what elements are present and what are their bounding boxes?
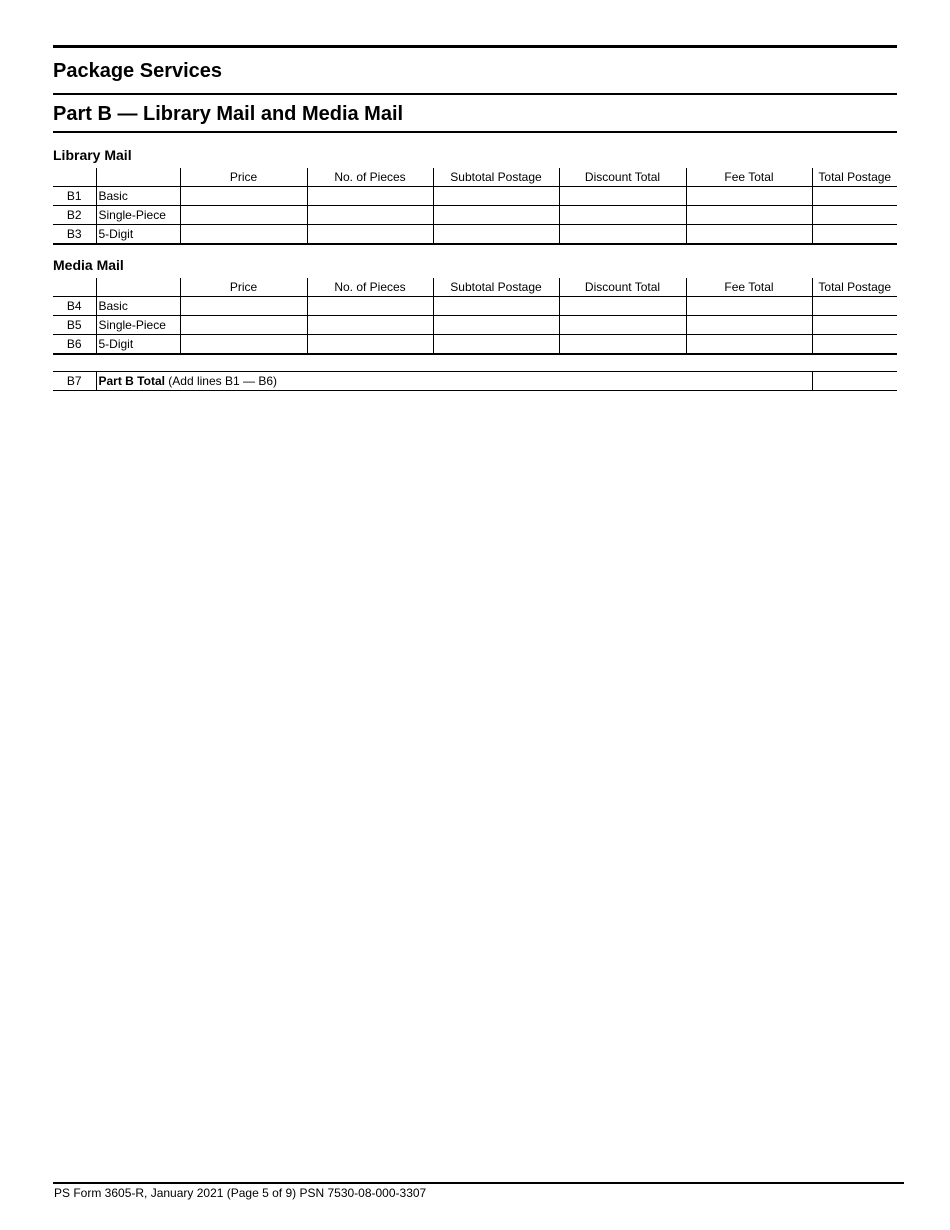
table-row [53,316,897,335]
line-number: B4 [53,297,96,316]
fee-field[interactable] [686,297,812,316]
table-header-row [53,168,897,187]
section-title: Package Services [53,60,223,82]
part-b-total-field[interactable] [812,372,897,391]
top-rule [53,45,897,48]
form-footer: PS Form 3605-R, January 2021 (Page 5 of 9) PSN 7530-08-000-3307 [54,1186,427,1200]
price-field[interactable] [180,187,307,206]
column-header-pieces: No. of Pieces [307,168,433,187]
pieces-field[interactable] [307,297,433,316]
row-label: 5-Digit [96,335,180,355]
discount-field[interactable] [559,297,686,316]
column-header-discount: Discount Total [559,168,686,187]
discount-field[interactable] [559,335,686,355]
line-number: B3 [53,225,96,245]
column-header-subtotal: Subtotal Postage [433,168,559,187]
row-label: Basic [96,187,180,206]
line-number: B6 [53,335,96,355]
column-header-discount: Discount Total [559,278,686,297]
fee-field[interactable] [686,335,812,355]
total-label-note: (Add lines B1 — B6) [168,373,278,388]
total-row [53,372,897,391]
total-postage-field[interactable] [812,335,897,355]
line-number: B5 [53,316,96,335]
subtotal-field[interactable] [433,225,559,245]
total-postage-field[interactable] [812,316,897,335]
part-rule [53,131,897,133]
price-field[interactable] [180,225,307,245]
table-row [53,335,897,355]
price-field[interactable] [180,316,307,335]
column-header-price: Price [180,278,307,297]
table-row [53,297,897,316]
total-postage-field[interactable] [812,297,897,316]
part-title: Part B — Library Mail and Media Mail [53,103,404,125]
section-rule [53,93,897,95]
total-postage-field[interactable] [812,206,897,225]
price-field[interactable] [180,335,307,355]
column-header-total: Total Postage [812,168,897,187]
fee-field[interactable] [686,206,812,225]
column-header-fee: Fee Total [686,278,812,297]
line-number: B1 [53,187,96,206]
table-row [53,187,897,206]
total-postage-field[interactable] [812,187,897,206]
footer-rule [53,1182,904,1184]
line-number: B7 [53,372,96,391]
row-label: Single-Piece [96,316,180,335]
library-mail-table [53,168,897,245]
column-header-fee: Fee Total [686,168,812,187]
pieces-field[interactable] [307,335,433,355]
table-row [53,225,897,245]
total-label [96,372,812,391]
media-mail-title: Media Mail [53,257,124,273]
fee-field[interactable] [686,225,812,245]
row-label: Basic [96,297,180,316]
total-postage-field[interactable] [812,225,897,245]
library-mail-title: Library Mail [53,147,132,163]
row-label: Single-Piece [96,206,180,225]
pieces-field[interactable] [307,225,433,245]
line-header [53,278,96,297]
subtotal-field[interactable] [433,297,559,316]
line-header [53,168,96,187]
part-b-total-table [53,371,897,391]
discount-field[interactable] [559,187,686,206]
subtotal-field[interactable] [433,206,559,225]
label-header [96,168,180,187]
column-header-pieces: No. of Pieces [307,278,433,297]
column-header-price: Price [180,168,307,187]
discount-field[interactable] [559,316,686,335]
subtotal-field[interactable] [433,316,559,335]
line-number: B2 [53,206,96,225]
subtotal-field[interactable] [433,187,559,206]
fee-field[interactable] [686,187,812,206]
pieces-field[interactable] [307,316,433,335]
total-label-bold: Part B Total [98,373,165,388]
discount-field[interactable] [559,206,686,225]
row-label: 5-Digit [96,225,180,245]
column-header-subtotal: Subtotal Postage [433,278,559,297]
price-field[interactable] [180,297,307,316]
discount-field[interactable] [559,225,686,245]
pieces-field[interactable] [307,206,433,225]
pieces-field[interactable] [307,187,433,206]
fee-field[interactable] [686,316,812,335]
label-header [96,278,180,297]
table-header-row [53,278,897,297]
column-header-total: Total Postage [812,278,897,297]
table-row [53,206,897,225]
subtotal-field[interactable] [433,335,559,355]
price-field[interactable] [180,206,307,225]
media-mail-table [53,278,897,355]
